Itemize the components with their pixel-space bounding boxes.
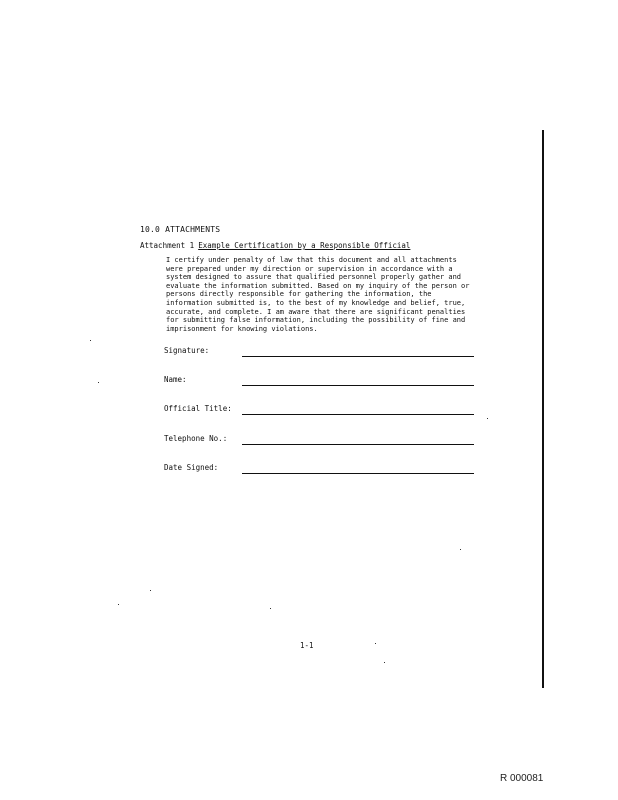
scan-speck [460, 549, 461, 550]
telephone-field[interactable] [242, 444, 474, 445]
name-label: Name: [164, 375, 187, 384]
bates-number: R 000081 [500, 773, 544, 784]
scan-speck [487, 418, 488, 419]
scan-speck [270, 608, 271, 609]
section-heading: 10.0 ATTACHMENTS [140, 225, 221, 234]
scan-speck [118, 604, 119, 605]
margin-rule [542, 130, 544, 688]
scan-speck [90, 340, 91, 341]
signature-label: Signature: [164, 346, 210, 355]
signature-row [164, 343, 474, 357]
scan-speck [375, 643, 376, 644]
official-title-label: Official Title: [164, 404, 232, 413]
attachment-line [140, 241, 410, 250]
certification-statement: I certify under penalty of law that this document and all attachments were prepared under my direction or supervision in accordance with a system designed to assure that qualified personnel properly gather and evaluate the information submitted. Based on my inquiry of the person or persons directly responsible for gathering the information, the information submitted is, to the best of my knowledge and belief, true, accurate, and complete. I am aware that there are significant penalties for submitting false information, including the possibility of fine and imprisonment for knowing violations. [166, 256, 470, 333]
date-signed-label: Date Signed: [164, 463, 219, 472]
scan-speck [150, 590, 151, 591]
telephone-label: Telephone No.: [164, 434, 228, 443]
scan-speck [384, 662, 385, 663]
attachment-label: Attachment 1 [140, 241, 195, 250]
date-signed-row [164, 460, 474, 474]
name-field[interactable] [242, 385, 474, 386]
signature-field[interactable] [242, 356, 474, 357]
telephone-row [164, 431, 474, 445]
name-row [164, 372, 474, 386]
attachment-title: Example Certification by a Responsible Official [198, 241, 411, 250]
scan-speck [98, 382, 99, 383]
official-title-row [164, 401, 474, 415]
page-number: 1-1 [300, 641, 314, 650]
date-signed-field[interactable] [242, 473, 474, 474]
official-title-field[interactable] [242, 414, 474, 415]
